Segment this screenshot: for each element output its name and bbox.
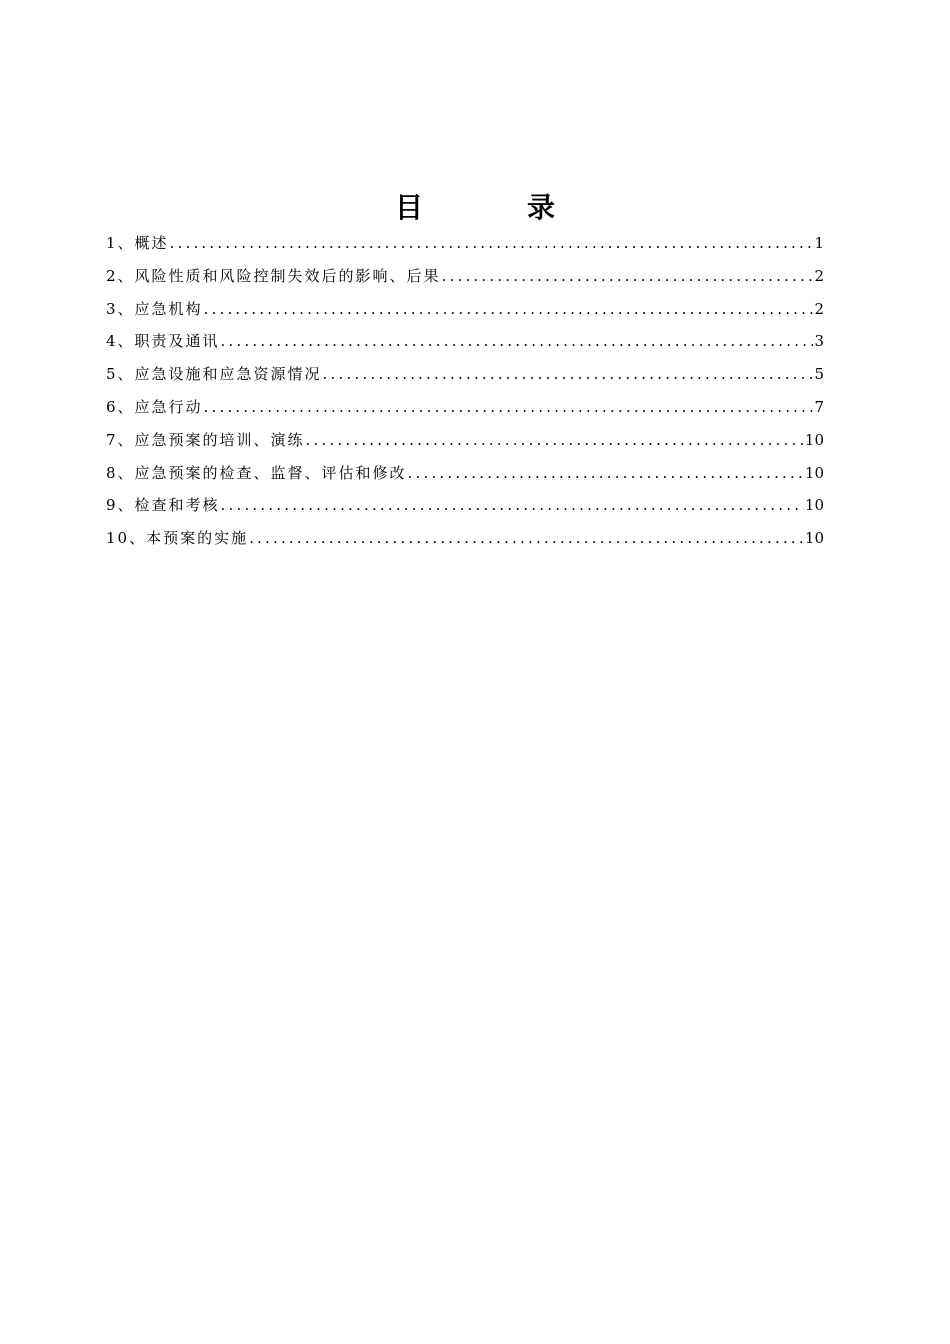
toc-entry[interactable] bbox=[106, 260, 824, 293]
toc-entry-label: 3、应急机构 bbox=[106, 299, 203, 318]
toc-dot-leader bbox=[204, 293, 814, 325]
toc-dot-leader bbox=[221, 325, 814, 357]
toc-entry-page: 2 bbox=[814, 299, 824, 318]
toc-entry-label: 10、本预案的实施 bbox=[106, 529, 249, 548]
toc-entry[interactable] bbox=[106, 325, 824, 358]
toc-entry-label: 5、应急设施和应急资源情况 bbox=[106, 365, 322, 384]
toc-entry-page: 10 bbox=[804, 430, 824, 449]
toc-entry-page: 5 bbox=[814, 365, 824, 384]
toc-list bbox=[106, 227, 824, 555]
toc-entry-label: 1、概述 bbox=[106, 234, 169, 252]
toc-entry-page: 7 bbox=[814, 397, 824, 416]
toc-entry-page: 10 bbox=[804, 463, 824, 482]
toc-entry[interactable] bbox=[106, 424, 824, 457]
toc-entry-label: 2、风险性质和风险控制失效后的影响、后果 bbox=[106, 266, 441, 285]
toc-entry-page: 10 bbox=[804, 496, 824, 515]
toc-dot-leader bbox=[249, 522, 804, 554]
toc-entry-label: 6、应急行动 bbox=[106, 397, 203, 416]
toc-dot-leader bbox=[408, 457, 804, 489]
toc-entry-label: 9、检查和考核 bbox=[106, 496, 220, 515]
toc-dot-leader bbox=[442, 260, 814, 292]
toc-entry-page: 2 bbox=[814, 266, 824, 285]
toc-entry[interactable] bbox=[106, 293, 824, 326]
toc-entry[interactable] bbox=[106, 358, 824, 391]
toc-title: 目 录 bbox=[394, 191, 593, 224]
toc-dot-leader bbox=[323, 358, 814, 390]
toc-entry-label: 4、职责及通讯 bbox=[106, 332, 220, 351]
toc-dot-leader bbox=[204, 391, 814, 423]
toc-dot-leader bbox=[170, 227, 814, 259]
toc-entry-page: 1 bbox=[814, 234, 824, 252]
toc-entry[interactable] bbox=[106, 457, 824, 490]
toc-entry[interactable] bbox=[106, 227, 824, 260]
toc-entry[interactable] bbox=[106, 391, 824, 424]
toc-dot-leader bbox=[221, 489, 804, 521]
toc-entry-label: 8、应急预案的检查、监督、评估和修改 bbox=[106, 463, 407, 482]
toc-dot-leader bbox=[306, 424, 804, 456]
toc-entry[interactable] bbox=[106, 522, 824, 555]
toc-entry-page: 10 bbox=[804, 529, 824, 548]
toc-entry-page: 3 bbox=[814, 332, 824, 351]
toc-entry-label: 7、应急预案的培训、演练 bbox=[106, 430, 305, 449]
toc-entry[interactable] bbox=[106, 489, 824, 522]
